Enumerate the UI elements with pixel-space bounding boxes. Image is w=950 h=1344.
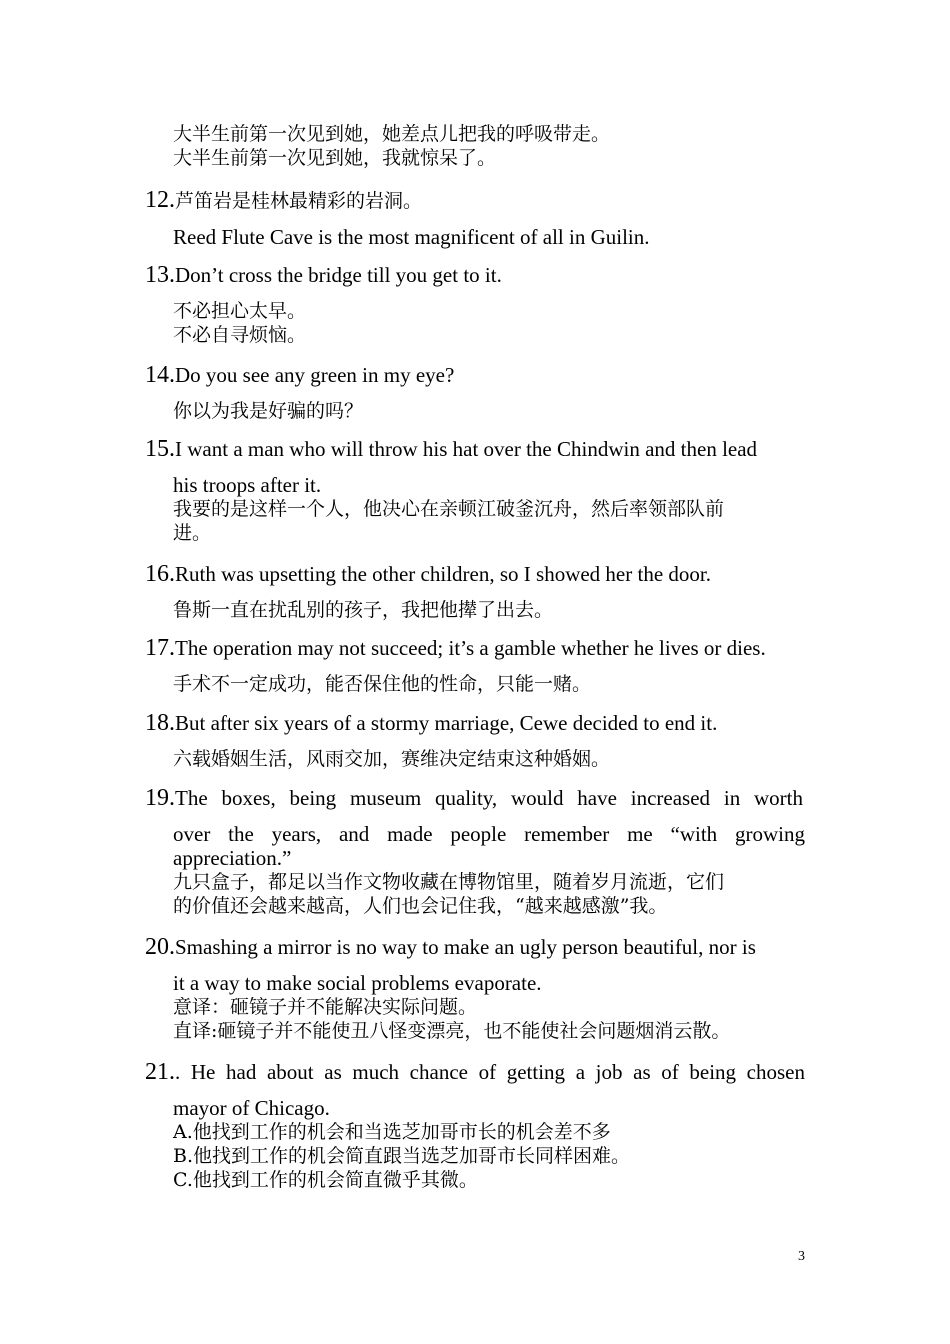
item-question: 芦笛岩是桂林最精彩的岩洞。 [175,190,423,212]
item-question-continued: over the years, and made people remember me “with growing [173,822,805,846]
item-question-continued: his troops after it. [173,473,322,497]
intro-translations [173,122,610,170]
item-answer: 意译：砸镜子并不能解决实际问题。 [173,996,478,1018]
item-question: The boxes, being museum quality, would have increased in worth [175,786,803,810]
item-question: Don’t cross the bridge till you get to it. [175,263,502,287]
intro-line: 大半生前第一次见到她，她差点儿把我的呼吸带走。 [173,123,611,145]
exercise-13 [145,263,805,347]
item-question-continued: appreciation.” [173,846,292,870]
item-answer: 直译:砸镜子并不能使丑八怪变漂亮，也不能使社会问题烟消云散。 [173,1020,731,1042]
exercise-19 [145,786,805,918]
item-question: . He had about as much chance of getting a job as of being chosen [175,1060,805,1084]
item-answer: 手术不一定成功，能否保住他的性命，只能一赌。 [173,673,592,695]
item-answer: 不必自寻烦恼。 [173,324,307,346]
item-question: I want a man who will throw his hat over the Chindwin and then lead [175,437,758,461]
item-answer: 你以为我是好骗的吗？ [173,400,364,422]
item-answer: 鲁斯一直在扰乱别的孩子，我把他撵了出去。 [173,599,554,621]
item-answer: 六载婚姻生活，风雨交加，赛维决定结束这种婚姻。 [173,748,611,770]
item-number: 16. [145,561,175,587]
exercise-21 [145,1060,805,1192]
exercise-15 [145,437,805,545]
item-answer: Reed Flute Cave is the most magnificent of all in Guilin. [173,225,650,249]
exercise-14 [145,363,805,423]
item-answer: 我要的是这样一个人，他决心在亲顿江破釜沉舟，然后率领部队前 [173,498,725,520]
item-question: Smashing a mirror is no way to make an ugly person beautiful, nor is [175,935,756,959]
item-number: 21. [145,1059,175,1085]
item-question: Ruth was upsetting the other children, so I showed her the door. [175,562,711,586]
item-question-continued: mayor of Chicago. [173,1096,330,1120]
item-answer-option: A.他找到工作的机会和当选芝加哥市长的机会差不多 [173,1121,611,1143]
item-number: 12. [145,187,175,213]
item-answer: 进。 [173,522,212,544]
item-question: But after six years of a stormy marriage, Cewe decided to end it. [175,711,718,735]
item-answer-option: B.他找到工作的机会简直跟当选芝加哥市长同样困难。 [173,1145,631,1167]
exercise-16 [145,562,805,622]
exercise-20 [145,935,805,1043]
item-question: Do you see any green in my eye? [175,363,455,387]
intro-line: 大半生前第一次见到她，我就惊呆了。 [173,147,497,169]
page-number: 3 [798,1249,805,1264]
item-number: 19. [145,785,175,811]
exercise-18 [145,711,805,771]
item-answer: 不必担心太早。 [173,300,307,322]
item-answer: 的价值还会越来越高，人们也会记住我，“越来越感激”我。 [173,895,668,917]
item-question: The operation may not succeed; it’s a gamble whether he lives or dies. [175,636,766,660]
exercise-17 [145,636,805,696]
item-number: 18. [145,710,175,736]
item-question-continued: it a way to make social problems evaporate. [173,971,542,995]
item-number: 13. [145,262,175,288]
item-number: 20. [145,934,175,960]
exercise-12 [145,188,805,249]
item-number: 14. [145,362,175,388]
item-number: 17. [145,635,175,661]
item-number: 15. [145,436,175,462]
item-answer-option: C.他找到工作的机会简直微乎其微。 [173,1169,478,1191]
item-answer: 九只盒子，都足以当作文物收藏在博物馆里，随着岁月流逝，它们 [173,871,725,893]
